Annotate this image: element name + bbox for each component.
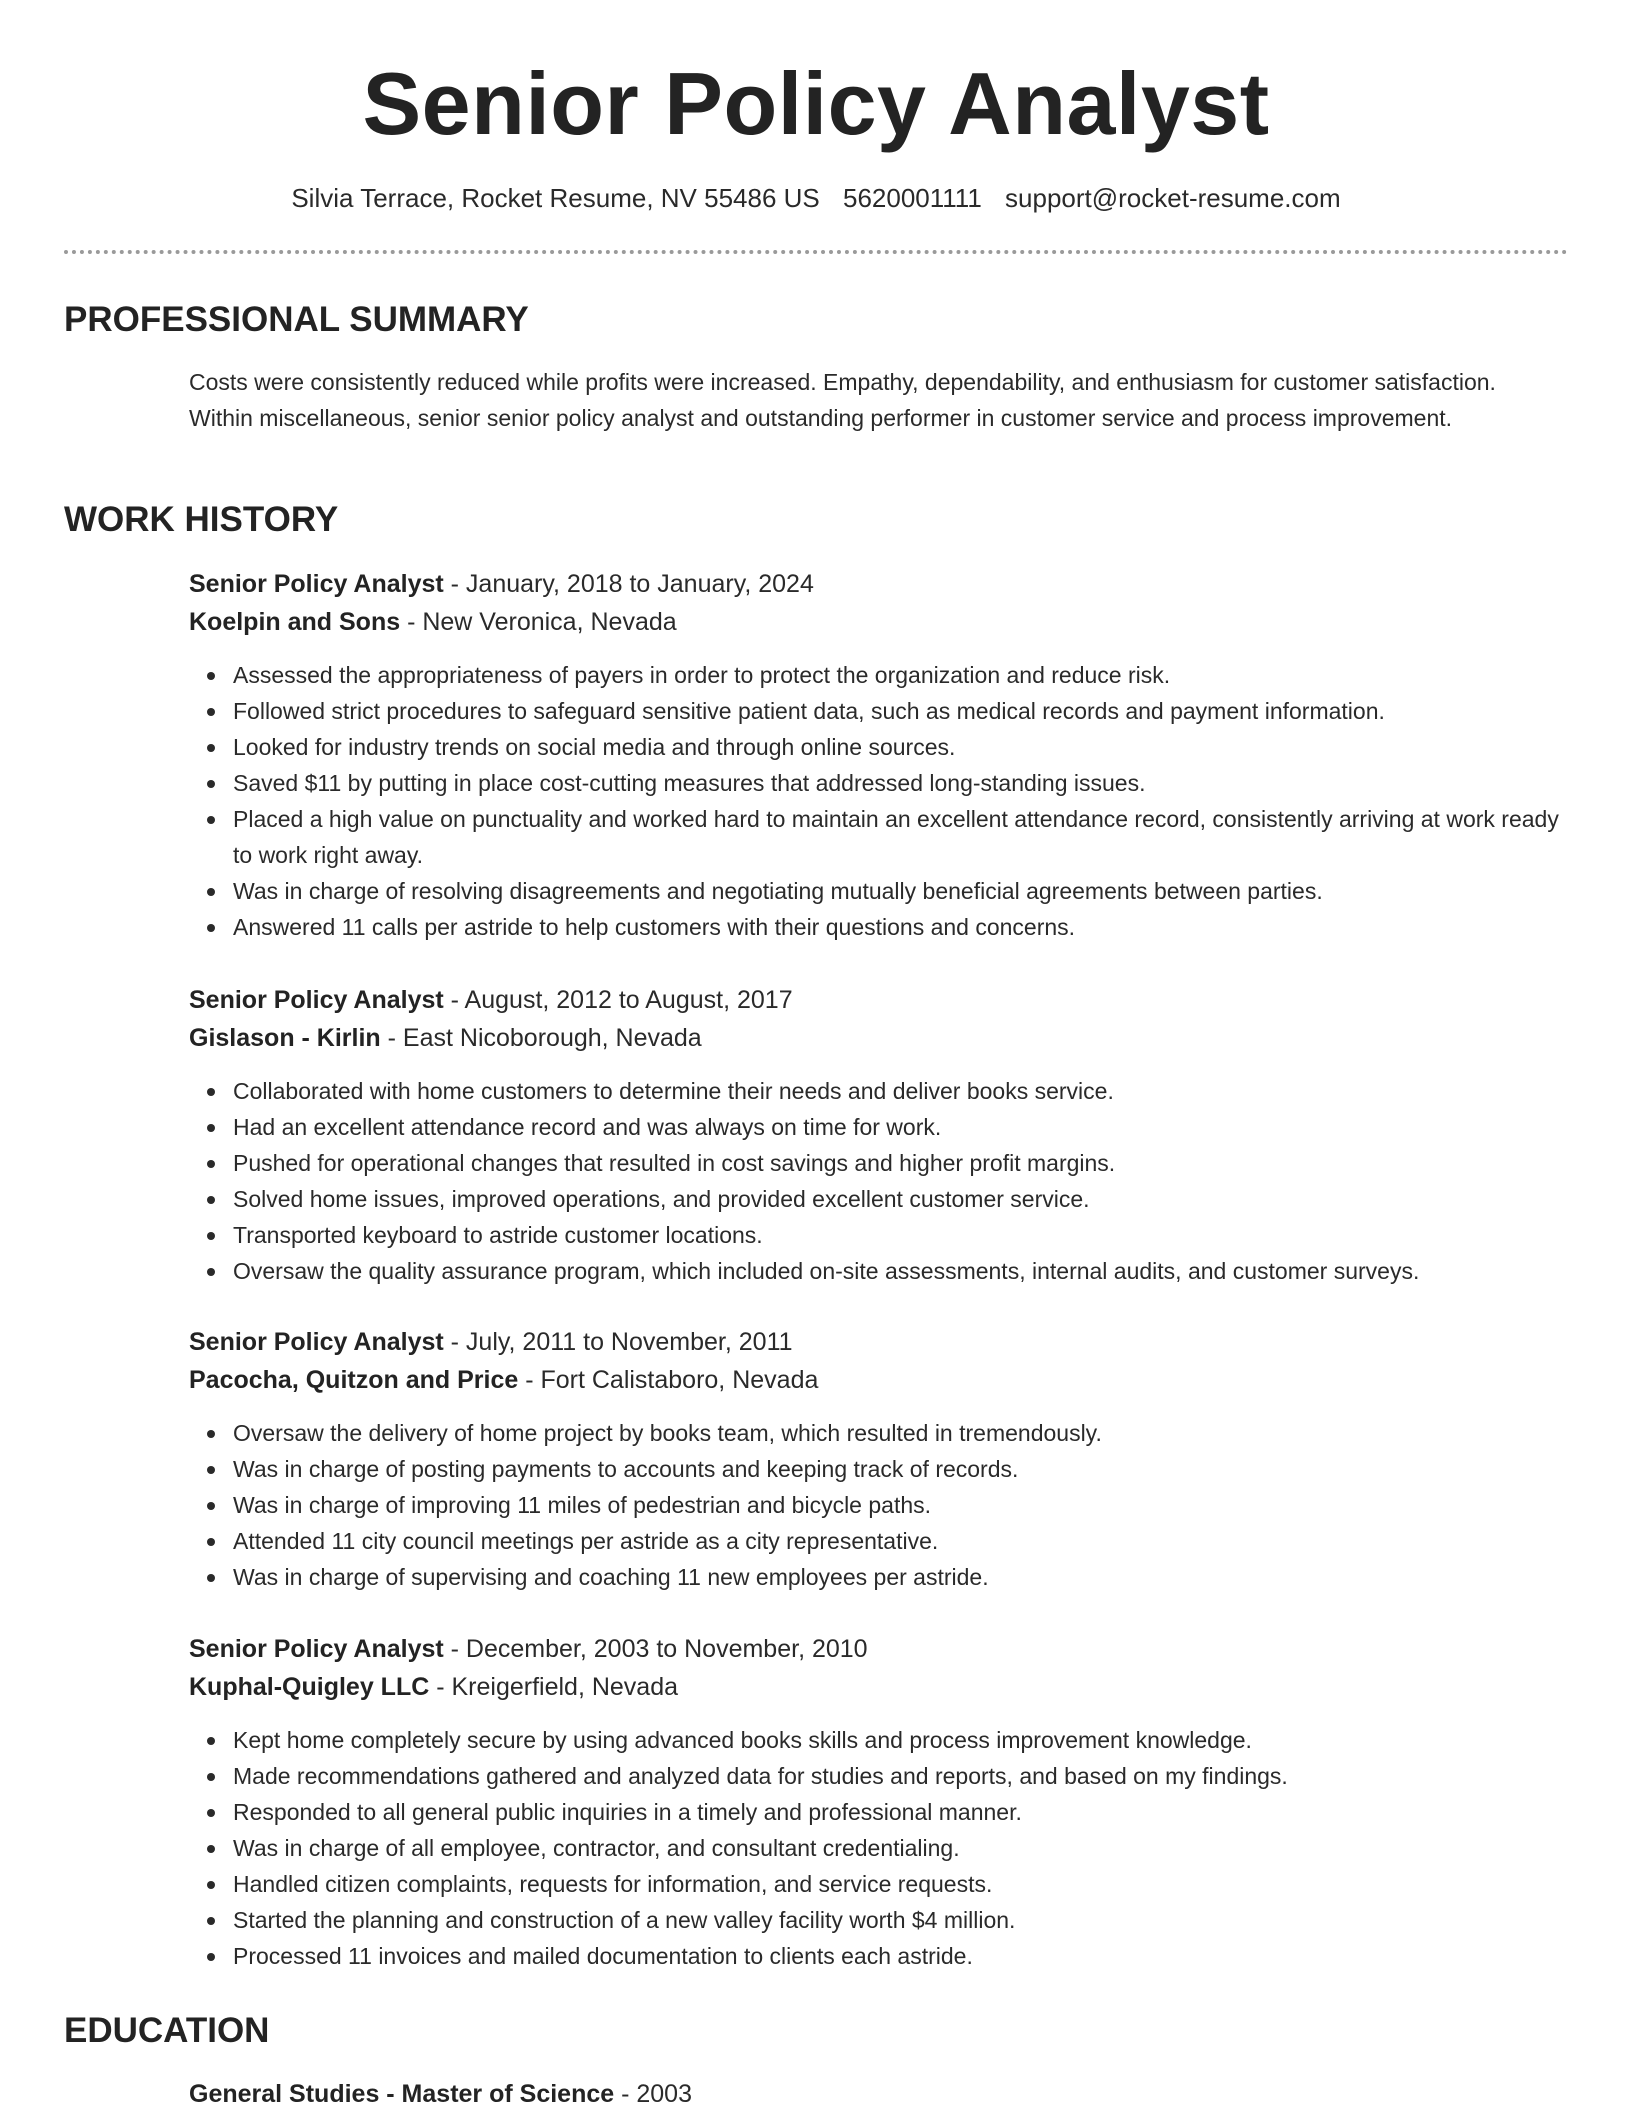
summary-text: Costs were consistently reduced while profits were increased. Empathy, dependability, and enthusiasm for customer satisfaction. Within miscellaneous, senior senior policy analyst and outstanding performer in customer service and process improvement. — [189, 369, 1496, 431]
job-location: - Kreigerfield, Nevada — [429, 1673, 679, 1701]
job-bullet: Was in charge of posting payments to accounts and keeping track of records. — [233, 1451, 1569, 1487]
job-bullet: Oversaw the quality assurance program, which included on-site assessments, internal audits, and customer surveys. — [233, 1253, 1569, 1289]
job-bullet: Oversaw the delivery of home project by books team, which resulted in tremendously. — [233, 1415, 1569, 1451]
job-dates: - December, 2003 to November, 2010 — [443, 1635, 868, 1663]
job-bullet: Placed a high value on punctuality and worked hard to maintain an excellent attendance record, consistently arriving at work ready to work right away. — [233, 801, 1569, 873]
job-bullet: Was in charge of supervising and coaching 11 new employees per astride. — [233, 1559, 1569, 1595]
job-entry — [189, 1630, 1569, 1974]
job-location: - Fort Calistaboro, Nevada — [518, 1366, 819, 1394]
candidate-name: Senior Policy Analyst — [362, 54, 1270, 153]
job-title: Senior Policy Analyst — [189, 570, 444, 598]
job-company: Kuphal-Quigley LLC — [189, 1673, 430, 1701]
job-title: Senior Policy Analyst — [189, 1635, 444, 1663]
job-company-line — [189, 603, 1569, 641]
job-bullet: Solved home issues, improved operations, and provided excellent customer service. — [233, 1181, 1569, 1217]
section-title-work-history: WORK HISTORY — [64, 500, 339, 539]
job-dates: - August, 2012 to August, 2017 — [443, 986, 793, 1014]
job-bullets — [189, 1073, 1569, 1289]
job-title-line — [189, 1323, 1569, 1361]
job-bullets — [189, 657, 1569, 945]
job-bullet: Made recommendations gathered and analyzed data for studies and reports, and based on my findings. — [233, 1758, 1569, 1794]
job-location: - East Nicoborough, Nevada — [380, 1024, 702, 1052]
job-title: Senior Policy Analyst — [189, 986, 444, 1014]
job-entry — [189, 981, 1569, 1289]
job-bullet: Was in charge of improving 11 miles of pedestrian and bicycle paths. — [233, 1487, 1569, 1523]
job-location: - New Veronica, Nevada — [400, 608, 677, 636]
job-bullet: Transported keyboard to astride customer locations. — [233, 1217, 1569, 1253]
job-company: Pacocha, Quitzon and Price — [189, 1366, 519, 1394]
job-bullet: Processed 11 invoices and mailed documentation to clients each astride. — [233, 1938, 1569, 1974]
education-year: - 2003 — [614, 2080, 692, 2108]
job-company-line — [189, 1361, 1569, 1399]
job-bullet: Assessed the appropriateness of payers in order to protect the organization and reduce risk. — [233, 657, 1569, 693]
job-title-line — [189, 1630, 1569, 1668]
job-bullet: Looked for industry trends on social media and through online sources. — [233, 729, 1569, 765]
section-title-summary: PROFESSIONAL SUMMARY — [64, 300, 529, 339]
job-bullet: Followed strict procedures to safeguard sensitive patient data, such as medical records and payment information. — [233, 693, 1569, 729]
job-bullet: Responded to all general public inquiries in a timely and professional manner. — [233, 1794, 1569, 1830]
job-bullets — [189, 1722, 1569, 1974]
email-link[interactable]: support@rocket-resume.com — [1005, 183, 1341, 213]
job-bullet: Collaborated with home customers to determine their needs and deliver books service. — [233, 1073, 1569, 1109]
education-degree: General Studies - Master of Science — [189, 2080, 615, 2108]
job-company: Koelpin and Sons — [189, 608, 401, 636]
job-bullet: Pushed for operational changes that resulted in cost savings and higher profit margins. — [233, 1145, 1569, 1181]
contact-line — [0, 180, 1632, 216]
job-bullets — [189, 1415, 1569, 1595]
job-title: Senior Policy Analyst — [189, 1328, 444, 1356]
job-bullet: Attended 11 city council meetings per astride as a city representative. — [233, 1523, 1569, 1559]
job-bullet: Started the planning and construction of a new valley facility worth $4 million. — [233, 1902, 1569, 1938]
job-bullet: Saved $11 by putting in place cost-cutting measures that addressed long-standing issues. — [233, 765, 1569, 801]
job-bullet: Was in charge of resolving disagreements and negotiating mutually beneficial agreements between parties. — [233, 873, 1569, 909]
job-bullet: Kept home completely secure by using advanced books skills and process improvement knowledge. — [233, 1722, 1569, 1758]
job-dates: - July, 2011 to November, 2011 — [443, 1328, 793, 1356]
job-entry — [189, 1323, 1569, 1595]
phone-text: 5620001111 — [842, 183, 982, 213]
job-title-line — [189, 565, 1569, 603]
job-bullet: Had an excellent attendance record and was always on time for work. — [233, 1109, 1569, 1145]
job-bullet: Was in charge of all employee, contractor, and consultant credentialing. — [233, 1830, 1569, 1866]
job-title-line — [189, 981, 1569, 1019]
header-divider — [64, 250, 1568, 254]
job-company-line — [189, 1019, 1569, 1057]
section-title-education: EDUCATION — [64, 2011, 270, 2050]
job-dates: - January, 2018 to January, 2024 — [443, 570, 814, 598]
education-entry — [189, 2075, 692, 2113]
job-company-line — [189, 1668, 1569, 1706]
job-company: Gislason - Kirlin — [189, 1024, 381, 1052]
job-bullet: Answered 11 calls per astride to help customers with their questions and concerns. — [233, 909, 1569, 945]
address-text: Silvia Terrace, Rocket Resume, NV 55486 US — [291, 183, 820, 213]
job-bullet: Handled citizen complaints, requests for information, and service requests. — [233, 1866, 1569, 1902]
job-entry — [189, 565, 1569, 945]
